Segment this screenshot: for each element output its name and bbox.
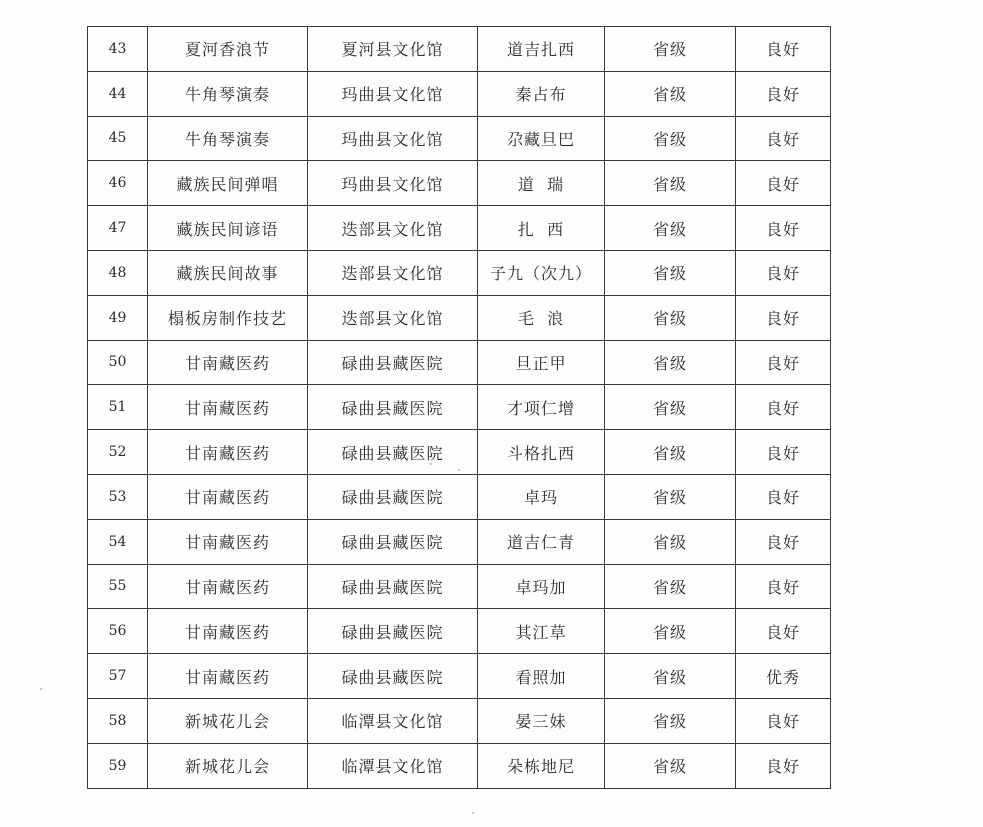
- cell-result: 良好: [736, 340, 831, 385]
- table-body: [88, 27, 831, 789]
- cell-level: 省级: [605, 161, 736, 206]
- cell-name: 卓玛: [478, 474, 605, 519]
- cell-name: 才项仁增: [478, 385, 605, 430]
- cell-number: 48: [88, 250, 148, 295]
- cell-number: 43: [88, 27, 148, 72]
- table-row: [88, 385, 831, 430]
- cell-result: 良好: [736, 27, 831, 72]
- cell-unit: 玛曲县文化馆: [308, 161, 478, 206]
- table-row: [88, 295, 831, 340]
- cell-number: 55: [88, 564, 148, 609]
- cell-name: 其江草: [478, 609, 605, 654]
- cell-level: 省级: [605, 250, 736, 295]
- cell-result: 良好: [736, 564, 831, 609]
- cell-unit: 临潭县文化馆: [308, 743, 478, 788]
- cell-number: 46: [88, 161, 148, 206]
- cell-result: 良好: [736, 519, 831, 564]
- cell-unit: 碌曲县藏医院: [308, 385, 478, 430]
- cell-project: 牛角琴演奏: [148, 71, 308, 116]
- cell-unit: 碌曲县藏医院: [308, 340, 478, 385]
- cell-project: 藏族民间弹唱: [148, 161, 308, 206]
- cell-level: 省级: [605, 609, 736, 654]
- cell-unit: 碌曲县藏医院: [308, 654, 478, 699]
- cell-name: 道 瑞: [478, 161, 605, 206]
- cell-unit: 碌曲县藏医院: [308, 430, 478, 475]
- cell-name: 看照加: [478, 654, 605, 699]
- cell-name: 道吉仁青: [478, 519, 605, 564]
- cell-level: 省级: [605, 27, 736, 72]
- cell-project: 新城花儿会: [148, 743, 308, 788]
- cell-level: 省级: [605, 71, 736, 116]
- cell-level: 省级: [605, 743, 736, 788]
- table-row: [88, 654, 831, 699]
- cell-result: 良好: [736, 161, 831, 206]
- table-row: [88, 519, 831, 564]
- cell-unit: 玛曲县文化馆: [308, 71, 478, 116]
- cell-name: 卓玛加: [478, 564, 605, 609]
- scan-speck: [430, 463, 432, 465]
- cell-result: 优秀: [736, 654, 831, 699]
- cell-project: 甘南藏医药: [148, 430, 308, 475]
- table-row: [88, 27, 831, 72]
- cell-result: 良好: [736, 609, 831, 654]
- cell-number: 57: [88, 654, 148, 699]
- cell-level: 省级: [605, 295, 736, 340]
- cell-unit: 迭部县文化馆: [308, 250, 478, 295]
- cell-number: 56: [88, 609, 148, 654]
- cell-level: 省级: [605, 519, 736, 564]
- cell-project: 甘南藏医药: [148, 654, 308, 699]
- cell-project: 甘南藏医药: [148, 385, 308, 430]
- scan-speck: [472, 812, 474, 814]
- cell-name: 秦占布: [478, 71, 605, 116]
- table-row: [88, 564, 831, 609]
- cell-number: 49: [88, 295, 148, 340]
- cell-project: 甘南藏医药: [148, 340, 308, 385]
- cell-project: 夏河香浪节: [148, 27, 308, 72]
- table-row: [88, 116, 831, 161]
- cell-name: 朵栋地尼: [478, 743, 605, 788]
- table-row: [88, 743, 831, 788]
- cell-unit: 迭部县文化馆: [308, 206, 478, 251]
- cell-result: 良好: [736, 206, 831, 251]
- cell-number: 50: [88, 340, 148, 385]
- cell-name: 道吉扎西: [478, 27, 605, 72]
- cell-result: 良好: [736, 250, 831, 295]
- cell-unit: 碌曲县藏医院: [308, 609, 478, 654]
- cell-project: 甘南藏医药: [148, 474, 308, 519]
- cell-number: 54: [88, 519, 148, 564]
- cell-level: 省级: [605, 474, 736, 519]
- table-row: [88, 609, 831, 654]
- cell-level: 省级: [605, 698, 736, 743]
- cell-unit: 临潭县文化馆: [308, 698, 478, 743]
- cell-result: 良好: [736, 698, 831, 743]
- scan-speck: [40, 688, 42, 690]
- cell-result: 良好: [736, 295, 831, 340]
- table-row: [88, 340, 831, 385]
- cell-unit: 夏河县文化馆: [308, 27, 478, 72]
- cell-unit: 碌曲县藏医院: [308, 564, 478, 609]
- cell-number: 53: [88, 474, 148, 519]
- cell-result: 良好: [736, 430, 831, 475]
- table-row: [88, 430, 831, 475]
- inheritor-table: [87, 26, 831, 789]
- cell-level: 省级: [605, 654, 736, 699]
- cell-name: 毛 浪: [478, 295, 605, 340]
- table-row: [88, 474, 831, 519]
- cell-project: 甘南藏医药: [148, 519, 308, 564]
- cell-unit: 迭部县文化馆: [308, 295, 478, 340]
- cell-name: 晏三妹: [478, 698, 605, 743]
- cell-number: 44: [88, 71, 148, 116]
- cell-level: 省级: [605, 340, 736, 385]
- cell-number: 45: [88, 116, 148, 161]
- cell-level: 省级: [605, 564, 736, 609]
- cell-number: 59: [88, 743, 148, 788]
- table-row: [88, 206, 831, 251]
- cell-project: 藏族民间故事: [148, 250, 308, 295]
- cell-unit: 玛曲县文化馆: [308, 116, 478, 161]
- cell-number: 47: [88, 206, 148, 251]
- cell-unit: 碌曲县藏医院: [308, 474, 478, 519]
- cell-name: 扎 西: [478, 206, 605, 251]
- cell-project: 甘南藏医药: [148, 564, 308, 609]
- cell-project: 榻板房制作技艺: [148, 295, 308, 340]
- cell-project: 牛角琴演奏: [148, 116, 308, 161]
- table-row: [88, 161, 831, 206]
- cell-result: 良好: [736, 474, 831, 519]
- cell-level: 省级: [605, 385, 736, 430]
- cell-level: 省级: [605, 206, 736, 251]
- cell-name: 子九（次九）: [478, 250, 605, 295]
- cell-level: 省级: [605, 116, 736, 161]
- cell-level: 省级: [605, 430, 736, 475]
- cell-number: 58: [88, 698, 148, 743]
- cell-project: 藏族民间谚语: [148, 206, 308, 251]
- table-row: [88, 698, 831, 743]
- cell-name: 旦正甲: [478, 340, 605, 385]
- cell-unit: 碌曲县藏医院: [308, 519, 478, 564]
- cell-result: 良好: [736, 116, 831, 161]
- table-row: [88, 71, 831, 116]
- cell-number: 51: [88, 385, 148, 430]
- cell-result: 良好: [736, 385, 831, 430]
- cell-project: 甘南藏医药: [148, 609, 308, 654]
- cell-result: 良好: [736, 71, 831, 116]
- table-row: [88, 250, 831, 295]
- cell-project: 新城花儿会: [148, 698, 308, 743]
- cell-name: 尕藏旦巴: [478, 116, 605, 161]
- scan-speck: [458, 469, 460, 471]
- cell-number: 52: [88, 430, 148, 475]
- cell-name: 斗格扎西: [478, 430, 605, 475]
- cell-result: 良好: [736, 743, 831, 788]
